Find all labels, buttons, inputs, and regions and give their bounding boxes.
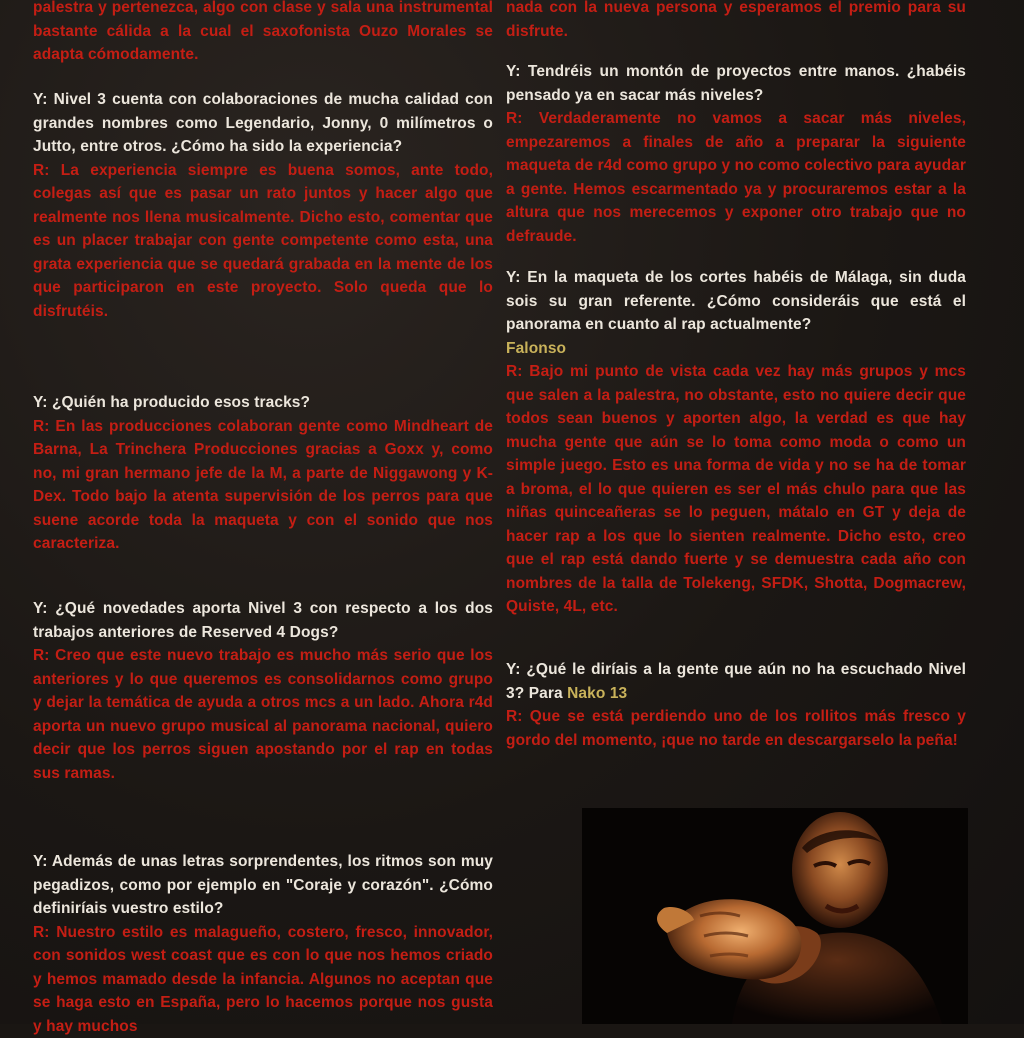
answer-text: R: Verdaderamente no vamos a sacar más niveles, empezaremos a finales de año a preparar la siguiente maqueta de r4d como grupo y no como colectivo para ayudar a gente. Hemos escarmentado ya y procuraremos estar a la altura que nos merecemos y exponer otro trabajo que no defraude. [506, 107, 966, 248]
right-intro-block [506, 0, 966, 43]
qa-block-collaborations [33, 88, 493, 323]
answer-text-post: gracias a Goxx y, como no, mi gran hermano jefe de la M, a parte de Niggawong y K-Dex. Todo bajo la atenta supervisión de los perros para que suene acorde toda la maqueta y con el sonido que nos caracteriza. [33, 441, 493, 552]
question-text: Y: ¿Quién ha producido esos tracks? [33, 391, 493, 415]
left-intro-block [33, 0, 493, 67]
question-text: Y: Tendréis un montón de proyectos entre manos. ¿habéis pensado ya en sacar más niveles? [506, 60, 966, 107]
question-text: Y: En la maqueta de los cortes habéis de Málaga, sin duda sois su gran referente. ¿Cómo consideráis que está el panorama en cuanto al rap actualmente? [506, 266, 966, 337]
qa-block-panorama [506, 266, 966, 619]
qa-block-style [33, 850, 493, 1038]
answer-text: R: Nuestro estilo es malagueño, costero, fresco, innovador, con sonidos west coast que es con lo que nos hemos criado y hemos mamado desde la infancia. Algunos no aceptan que se haga esto en España, pero lo hacemos porque nos gusta y hay muchos [33, 921, 493, 1038]
qa-block-novelties [33, 597, 493, 785]
answer-text: R: Creo que este nuevo trabajo es mucho más serio que los anteriores y lo que queremos es consolidarnos como grupo y dejar la temática de ayuda a otros mcs a un lado. Ahora r4d aporta un nuevo grupo musical al panorama nacional, quiero decir que los perros siguen apostando por el rap en todas sus ramas. [33, 644, 493, 785]
question-text: Y: ¿Qué novedades aporta Nivel 3 con respecto a los dos trabajos anteriores de Reserved 4 Dogs? [33, 597, 493, 644]
qa-block-projects [506, 60, 966, 248]
answer-text: R: Bajo mi punto de vista cada vez hay más grupos y mcs que salen a la palestra, no obstante, esto no quiere decir que todos sean buenos y aporten algo, la verdad es que hay mucha gente que aún se lo toma como moda o como un simple juego. Esto es una forma de vida y no se ha de tomar a broma, el lo que quieren es ser el más chulo para que las niñas quinceañeras se lo peguen, mátalo en GT y deja de hacer rap a los que lo sienten realmente. Dicho esto, creo que el rap está dando fuerte y se demuestra cada año con nombres de la talla de Tolekeng, SFDK, Shotta, Dogmacrew, Quiste, 4L, etc. [506, 360, 966, 619]
answer-text-highlight: Mindheart de Barna, La Trinchera Producciones [33, 418, 493, 459]
performer-photo [582, 808, 968, 1024]
speaker-highlight: Nako 13 [567, 685, 627, 702]
answer-text: R: La experiencia siempre es buena somos, ante todo, colegas así que es pasar un rato juntos y hacer algo que realmente nos llena musicalmente. Dicho esto, comentar que es un placer trabajar con gente competente como esta, una grata experiencia que se quedará grabada en la mente de los que participaron en este proyecto. Solo queda que lo disfrutéis. [33, 159, 493, 324]
question-text [506, 658, 966, 705]
speaker-name: Falonso [506, 337, 966, 361]
performer-photo-image [582, 808, 968, 1024]
qa-block-producers [33, 391, 493, 556]
question-text-pre: Y: ¿Qué le diríais a la gente que aún no ha escuchado Nivel 3? Para [506, 661, 966, 702]
answer-text-pre: R: En las producciones colaboran gente como [33, 418, 394, 435]
intro-answer-text: palestra y pertenezca, algo con clase y sala una instrumental bastante cálida a la cual el saxofonista Ouzo Morales se adapta cómodamente. [33, 0, 493, 67]
qa-block-message [506, 658, 966, 752]
question-text: Y: Además de unas letras sorprendentes, los ritmos son muy pegadizos, como por ejemplo en "Coraje y corazón". ¿Cómo definiríais vuestro estilo? [33, 850, 493, 921]
question-text: Y: Nivel 3 cuenta con colaboraciones de mucha calidad con grandes nombres como Legendario, Jonny, 0 milímetros o Jutto, entre otros. ¿Cómo ha sido la experiencia? [33, 88, 493, 159]
answer-text [33, 415, 493, 556]
intro-answer-text: nada con la nueva persona y esperamos el premio para su disfrute. [506, 0, 966, 43]
answer-text: R: Que se está perdiendo uno de los rollitos más fresco y gordo del momento, ¡que no tarde en descargarselo la peña! [506, 705, 966, 752]
